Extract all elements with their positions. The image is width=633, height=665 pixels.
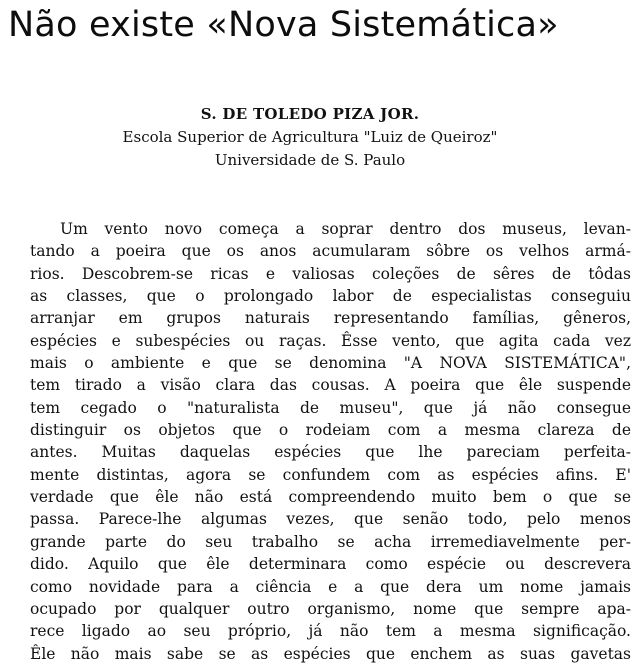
body-line: tem tirado a visão clara das cousas. A poeira que êle suspende [30, 376, 631, 395]
body-line: grande parte do seu trabalho se acha irremediavelmente per- [30, 532, 631, 551]
body-line: ocupado por qualquer outro organismo, nome que sempre apa- [30, 599, 631, 618]
author-name: S. DE TOLEDO PIZA JOR. [200, 105, 420, 123]
body-line: distinguir os objetos que o rodeiam com a mesma clareza de [30, 421, 631, 440]
body-line: mente distintas, agora se confundem com as espécies afins. E' [30, 465, 631, 484]
body-line: mais o ambiente e que se denomina "A NOVA SISTEMÁTICA", [30, 354, 631, 373]
body-line: tem cegado o "naturalista de museu", que já não consegue [30, 398, 631, 417]
body-line: rece ligado ao seu próprio, já não tem a mesma significação. [30, 622, 631, 641]
affiliation-university: Universidade de S. Paulo [214, 151, 406, 169]
byline [60, 103, 560, 172]
body-line: verdade que êle não está compreendendo muito bem o que se [30, 488, 631, 507]
article-body [30, 218, 631, 665]
body-line: espécies e subespécies ou raças. Êsse vento, que agita cada vez [30, 331, 631, 350]
body-line: passa. Parece-lhe algumas vezes, que senão todo, pelo menos [30, 510, 631, 529]
body-line: dido. Aquilo que êle determinara como espécie ou descrevera [30, 555, 631, 574]
body-line: tando a poeira que os anos acumularam sôbre os velhos armá- [30, 242, 631, 261]
article-title: Não existe «Nova Sistemática» [8, 5, 559, 45]
affiliation-school: Escola Superior de Agricultura "Luiz de Queiroz" [122, 128, 498, 146]
body-line: Êle não mais sabe se as espécies que enchem as suas gavetas [30, 644, 631, 663]
body-line: Um vento novo começa a soprar dentro dos museus, levan- [60, 220, 631, 238]
body-line: arranjar em grupos naturais representando famílias, gêneros, [30, 309, 631, 328]
body-line: antes. Muitas daquelas espécies que lhe pareciam perfeita- [30, 443, 631, 462]
body-line: as classes, que o prolongado labor de especialistas conseguiu [30, 287, 631, 306]
body-line: como novidade para a ciência e a que dera um nome jamais [30, 577, 631, 596]
body-line: rios. Descobrem-se ricas e valiosas coleções de sêres de tôdas [30, 264, 631, 283]
